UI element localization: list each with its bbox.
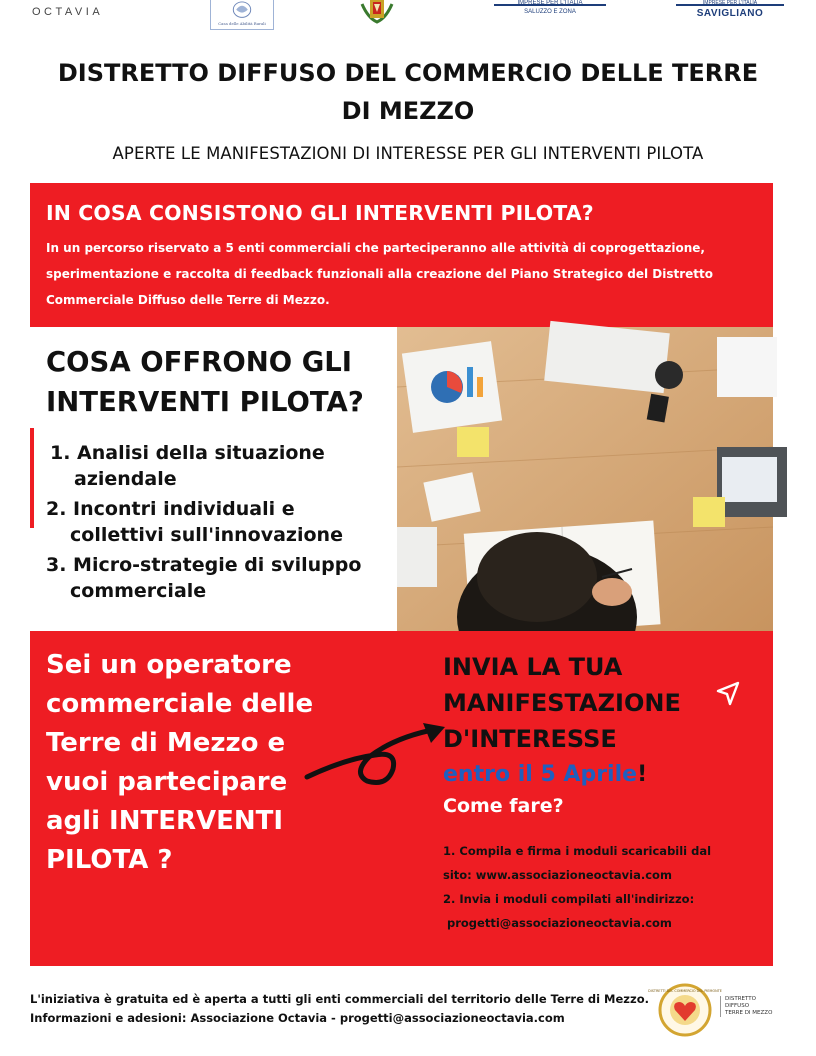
imprese-savigliano-logo xyxy=(676,0,784,24)
offer-item-line: 3. Micro-strategie di sviluppo xyxy=(46,554,362,576)
intro-heading: IN COSA CONSISTONO GLI INTERVENTI PILOTA? xyxy=(46,201,594,225)
seal-label-line: DIFFUSO xyxy=(725,1003,750,1009)
imprese-tag: IMPRESE PER L'ITALIA xyxy=(494,0,606,6)
offer-item-continuation: commerciale xyxy=(70,580,207,602)
crest-logo xyxy=(210,0,274,30)
cta-headline: INVIA LA TUA MANIFESTAZIONE D'INTERESSE xyxy=(443,653,681,753)
offer-heading: COSA OFFRONO GLI INTERVENTI PILOTA? xyxy=(46,346,364,418)
meeting-table-illustration xyxy=(397,327,773,631)
footer-line-1: L'iniziativa è gratuita ed è aperta a tutti gli enti commerciali del territorio delle Terre di Mezzo. xyxy=(30,992,649,1006)
imprese-caption: SALUZZO E ZONA xyxy=(524,9,576,15)
offer-item-line: 2. Incontri individuali e xyxy=(46,498,295,520)
seal-ring-text: DISTRETTI DEL COMMERCIO DEL PIEMONTE xyxy=(648,989,722,993)
offer-accent-bar xyxy=(30,428,34,528)
octavia-logo: OCTAVIA xyxy=(32,6,104,18)
offer-item-continuation: aziendale xyxy=(74,468,177,490)
offer-item xyxy=(46,440,391,492)
step-2-email[interactable]: progetti@associazioneoctavia.com xyxy=(447,916,672,930)
cta-how-label: Come fare? xyxy=(443,795,564,817)
page-subtitle: APERTE LE MANIFESTAZIONI DI INTERESSE PER GLI INTERVENTI PILOTA xyxy=(112,144,704,163)
cta-box xyxy=(30,631,773,966)
imprese-saluzzo-logo xyxy=(494,0,606,24)
offer-item xyxy=(46,552,391,604)
footer-line-2: Informazioni e adesioni: Associazione Octavia - progetti@associazioneoctavia.com xyxy=(30,1011,565,1025)
step-1: 1. Compila e firma i moduli scaricabili dal xyxy=(443,844,712,858)
deadline-suffix: ! xyxy=(637,762,648,787)
seal-label-line: DISTRETTO xyxy=(725,996,756,1002)
curly-arrow-icon xyxy=(305,719,455,789)
step-1-link[interactable]: sito: www.associazioneoctavia.com xyxy=(443,868,672,882)
step-2: 2. Invia i moduli compilati all'indirizzo: xyxy=(443,892,695,906)
savigliano-tag: IMPRESE PER L'ITALIA xyxy=(676,0,784,6)
cta-steps xyxy=(443,839,763,935)
intro-body: In un percorso riservato a 5 enti commerciali che parteciperanno alle attività di coprogettazione, sperimentazione e raccolta di feedback funzionali alla creazione del Piano Strategico del Distretto Commerciale Diffuso delle Terre di Mezzo. xyxy=(46,241,713,307)
municipal-emblem xyxy=(346,0,408,28)
emblem-icon xyxy=(346,0,408,28)
cta-deadline xyxy=(443,757,763,793)
footer xyxy=(30,990,670,1028)
savigliano-name: SAVIGLIANO xyxy=(696,8,764,19)
cta-question: Sei un operatore commerciale delle Terre di Mezzo e vuoi partecipare agli INTERVENTI PILOTA ? xyxy=(46,650,314,875)
seal-label xyxy=(720,996,780,1017)
offer-item-line: 1. Analisi della situazione xyxy=(50,442,325,464)
offer-item-continuation: collettivi sull'innovazione xyxy=(70,524,343,546)
deadline-highlight: entro il 5 Aprile xyxy=(443,762,638,787)
seal-label-line: TERRE DI MEZZO xyxy=(725,1010,773,1016)
offer-item xyxy=(46,496,391,548)
crest-caption: Casa delle Abilità Rurali xyxy=(218,21,266,27)
page-title: DISTRETTO DIFFUSO DEL COMMERCIO DELLE TERRE DI MEZZO xyxy=(57,59,759,125)
intro-box xyxy=(30,183,773,327)
logo-strip xyxy=(0,0,816,34)
crest-icon xyxy=(211,0,273,29)
offer-list xyxy=(46,440,391,608)
distretto-seal-icon xyxy=(648,983,722,1037)
meeting-photo xyxy=(397,327,773,631)
send-icon xyxy=(715,681,741,707)
